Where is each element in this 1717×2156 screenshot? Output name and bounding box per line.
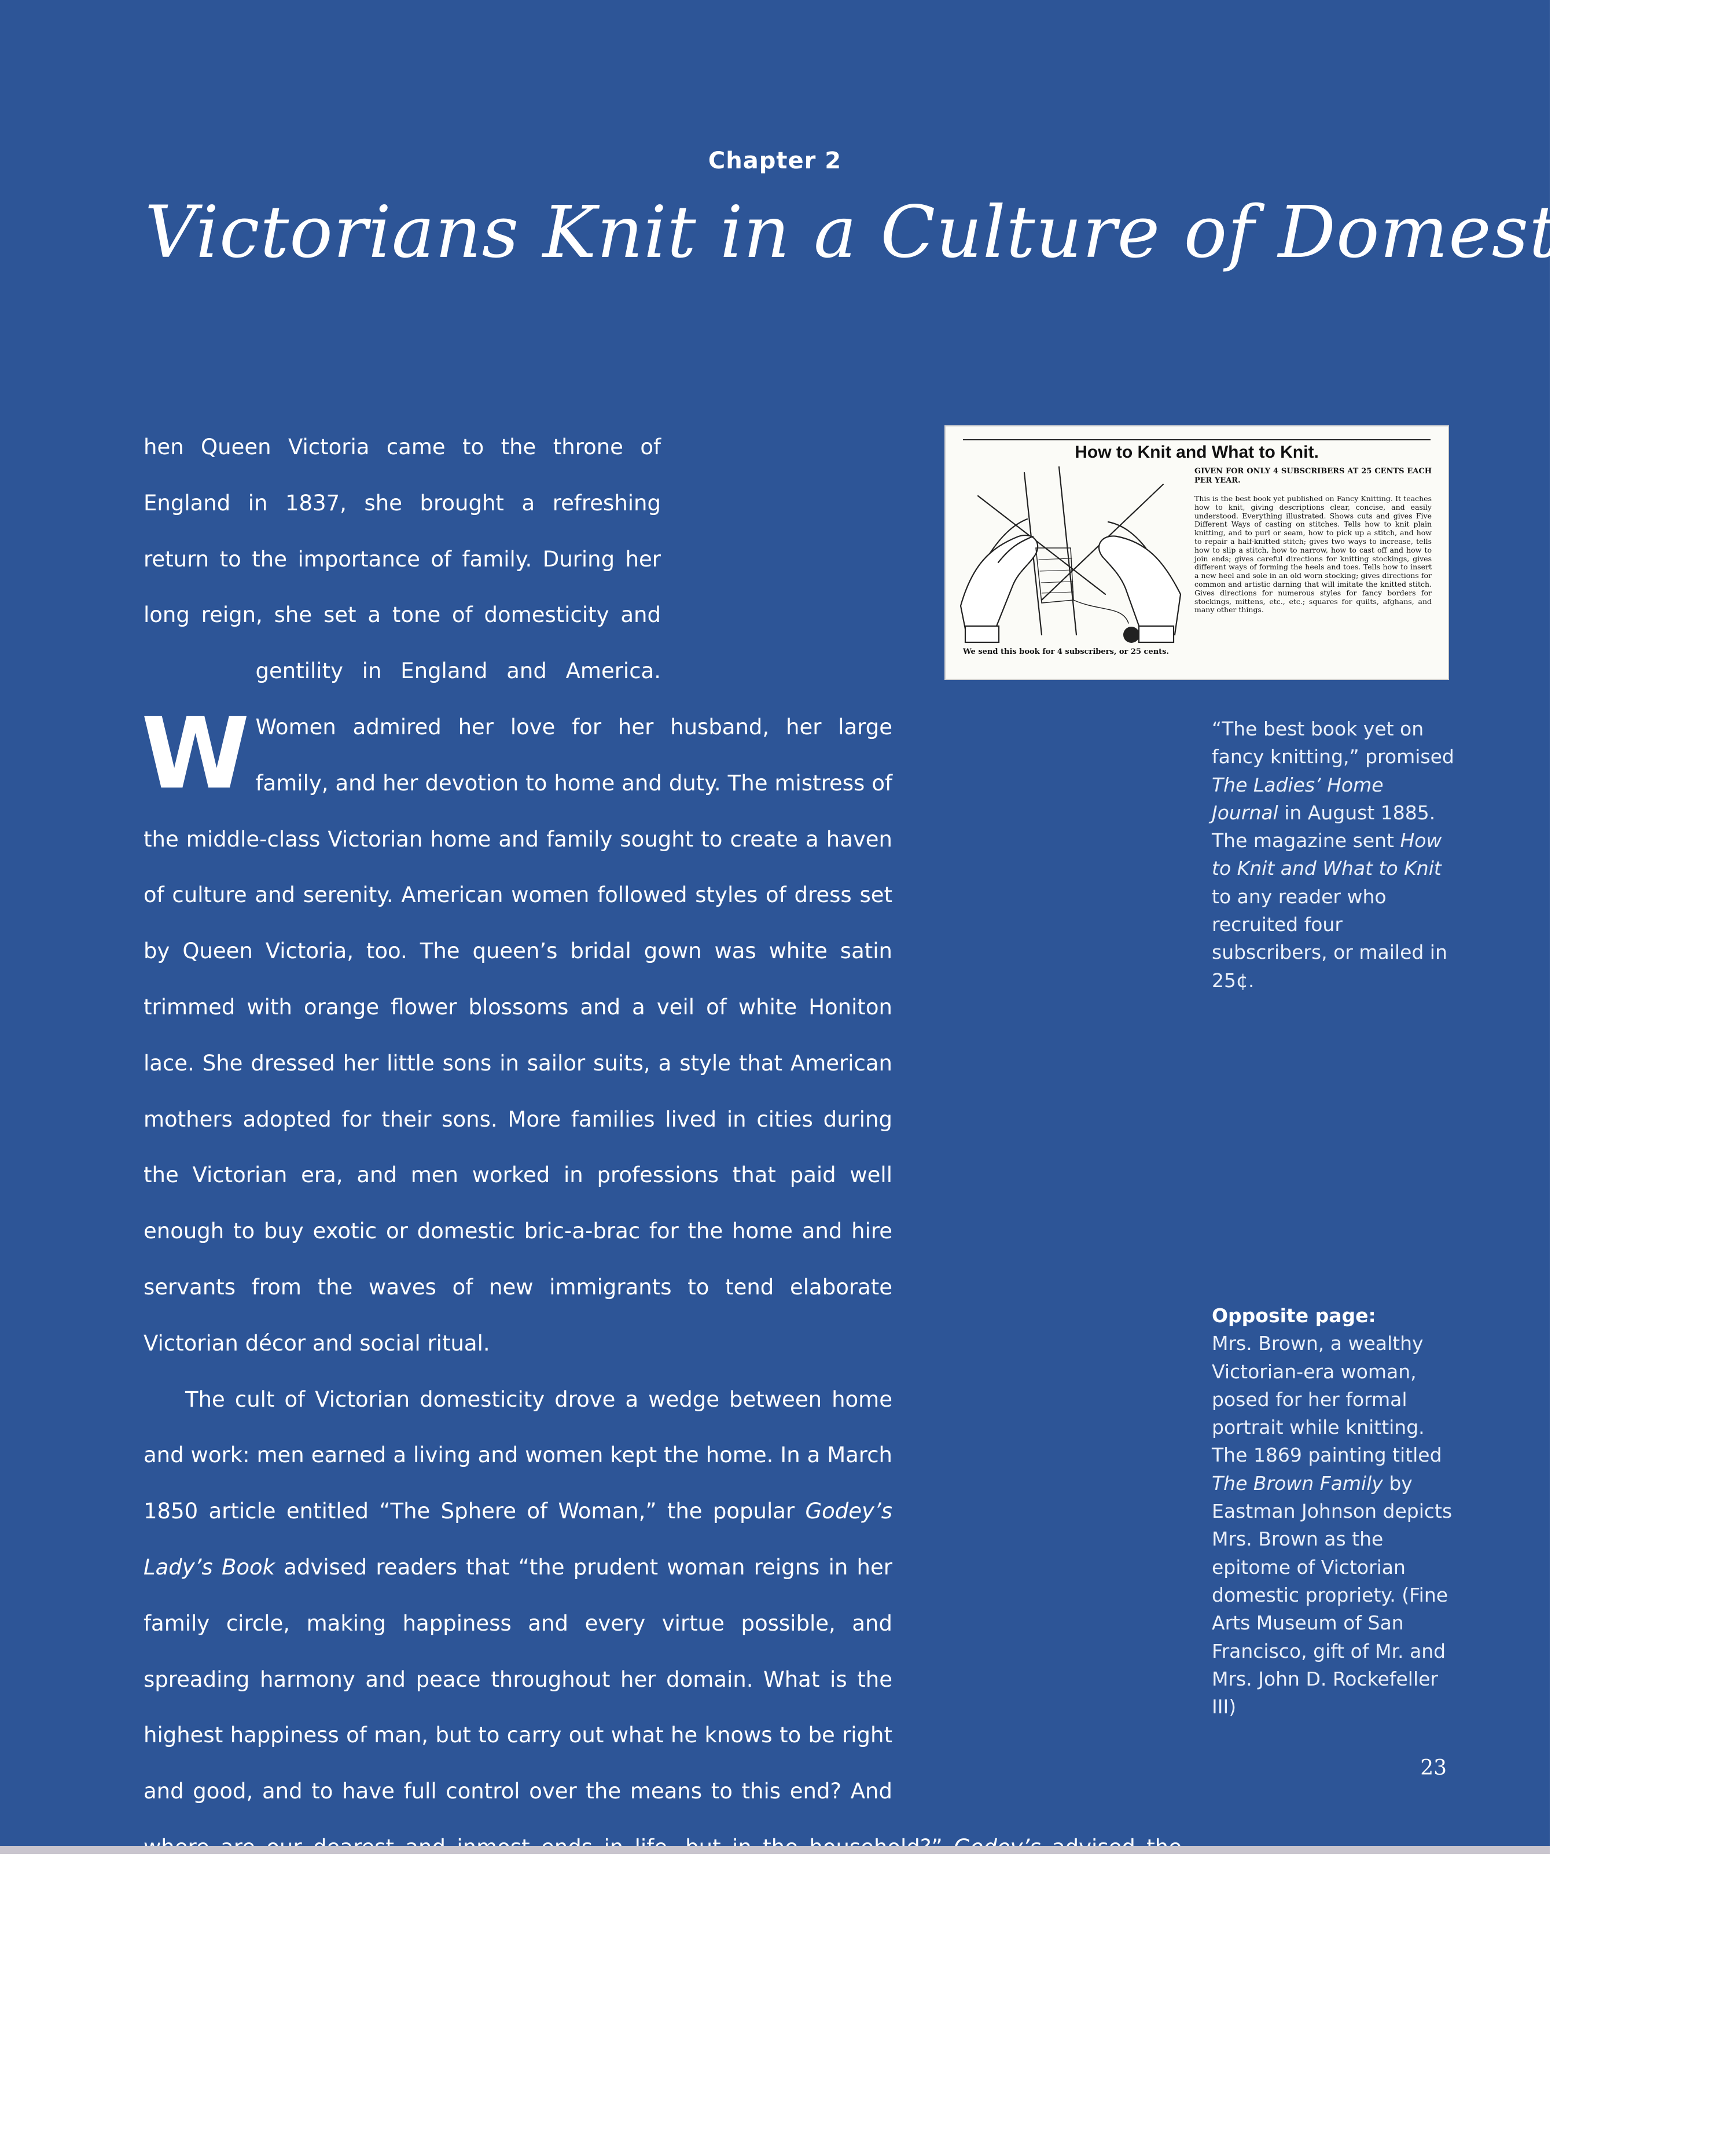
main-body-text (141, 420, 1182, 2156)
paragraph-2-text-e: Victorian woman not to stray from her home sphere: “As the sexes were designed to fill different positions in the economy of life, it would not be in harmony with the manifestations of Divine wisdom in all things else, to suppose that the powers of each were not peculiarly fitted for their own appropriate sphere. Woman gains nothing — she always loses when she leaves her own sphere for that of man.” (144, 1890, 1182, 2140)
caption2-text-c: by Eastman Johnson depicts Mrs. Brown as the epitome of Victorian domestic propriety. (Fine Arts Museum of San Francisco, gift of Mr. and Mrs. John D. Rockefeller III) (1212, 1471, 1453, 1719)
figure-footer-text: We send this book for 4 subscribers, or 25 cents. (963, 647, 1170, 656)
figure-body-text: This is the best book yet published on Fancy Knitting. It teaches how to knit, giving descriptions clear, concise, and easily understood. Everything illustrated. Shows cuts and gives Five Different Ways of casting on stitches. Tells how to knit plain knitting, and to purl or seam, how to pick up a stitch, and how to repair a half-knitted stitch; gives two ways to increase, tells how to slip a stitch, how to narrow, how to cast off and how to join ends; gives careful directions for knitting stockings, gives different ways of forming the heels and toes. Tells how to insert a new heel and sole in an old worn stocking; gives directions for common and artistic darning that will imitate the knitted stitch. Gives directions for numerous styles for fancy borders for stockings, mittens, etc., etc.; squares for quilts, afghans, and many other things. (1194, 494, 1432, 615)
chapter-label: Chapter 2 (708, 148, 842, 174)
caption2-painting-title: The Brown Family (1212, 1471, 1383, 1495)
caption1-text-c: in August 1885. The magazine sent (1212, 801, 1436, 852)
figure-text-wrap (661, 425, 1182, 695)
caption1-book-title: How to Knit and What to Knit (1212, 829, 1442, 880)
caption1-text-e: to any reader who recruited four subscribers, or mailed in 25¢. (1212, 885, 1447, 992)
page-bottom-rule (0, 1846, 1550, 1854)
drop-cap: W (141, 697, 250, 811)
publication-title-godeys: Godey’s Lady’s Book (144, 1499, 892, 1580)
paragraph-1-text: hen Queen Victoria came to the throne of England in 1837, she brought a refreshing return to the importance of family. During her long reign, she set a tone of domesticity and gentility in England and America. Women admired her love for her husband, her large family, and her devotion to home and duty. The mistress of the middle-class Victorian home and family sought to create a haven of culture and serenity. American women followed styles of dress set by Queen Victoria, too. The queen’s bridal gown was white satin trimmed with orange flower blossoms and a veil of white Honiton lace. She dressed her little sons in sailor suits, a style that American mothers adopted for their sons. More families lived in cities during the Victorian era, and men worked in professions that paid well enough to buy exotic or domestic bric-a-brac for the home and hire servants from the waves of new immigrants to tend elaborate Victorian décor and social ritual. (144, 435, 892, 1356)
figure-title: How to Knit and What to Knit. (963, 439, 1431, 462)
figure-offer-text: GIVEN FOR ONLY 4 SUBSCRIBERS AT 25 CENTS EACH PER YEAR. (1194, 467, 1432, 485)
caption-column-spacer (892, 695, 1182, 1765)
caption2-text-a: Mrs. Brown, a wealthy Victorian-era woman, posed for her formal portrait while knitting. The 1869 painting titled (1212, 1332, 1442, 1467)
chapter-title: Victorians Knit in a Culture of Domesticity (145, 191, 1717, 274)
page-number: 23 (1420, 1756, 1447, 1780)
caption1-journal-title: The Ladies’ Home Journal (1212, 773, 1384, 824)
paragraph-2-text-a: The cult of Victorian domesticity drove a wedge between home and work: men earned a living and women kept the home. In a March 1850 article entitled “The Sphere of Woman,” the popular (144, 1386, 892, 1524)
footnote-marker: 33 (402, 2117, 416, 2130)
caption1-text-a: “The best book yet on fancy knitting,” promised (1212, 718, 1454, 768)
figure-caption (1212, 715, 1455, 995)
paragraph-2-text-c: advised readers that “the prudent woman reigns in her family circle, making happiness and every virtue possible, and spreading harmony and peace throughout her domain. What is the highest happiness of man, but to carry out what he knows to be right and good, and to have full control over the means to this end? And (144, 1554, 892, 1804)
opposite-page-caption (1212, 1302, 1455, 1721)
opposite-page-label: Opposite page: (1212, 1304, 1376, 1327)
